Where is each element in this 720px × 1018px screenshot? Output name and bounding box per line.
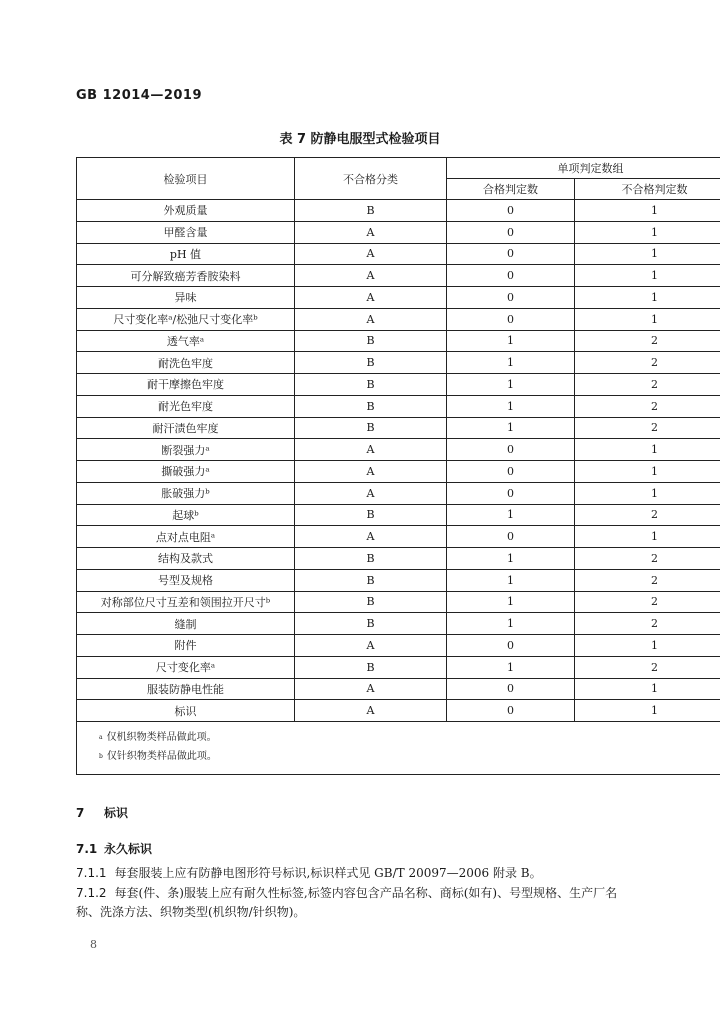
table-row	[77, 678, 720, 700]
cell-item: 结构及款式	[77, 548, 295, 570]
table-row	[77, 200, 720, 222]
table-title: 表 7 防静电服型式检验项目	[279, 132, 441, 147]
cell-pass: 1	[447, 591, 575, 613]
footnote-a	[99, 728, 720, 747]
cell-pass: 0	[447, 221, 575, 243]
clause-7-1-2	[76, 884, 636, 922]
cell-category: B	[295, 613, 447, 635]
cell-pass: 0	[447, 439, 575, 461]
cell-category: A	[295, 243, 447, 265]
cell-category: B	[295, 395, 447, 417]
cell-category: B	[295, 504, 447, 526]
cell-pass: 1	[447, 374, 575, 396]
cell-item: pH 值	[77, 243, 295, 265]
footnote-text: 仅针织物类样品做此项。	[106, 751, 217, 762]
cell-item: 点对点电阻ᵃ	[77, 526, 295, 548]
cell-category: B	[295, 591, 447, 613]
cell-fail: 2	[575, 613, 720, 635]
cell-item: 胀破强力ᵇ	[77, 482, 295, 504]
table-row	[77, 265, 720, 287]
cell-item: 附件	[77, 635, 295, 657]
cell-fail: 1	[575, 700, 720, 722]
cell-item: 尺寸变化率ᵃ/松弛尺寸变化率ᵇ	[77, 308, 295, 330]
cell-category: A	[295, 635, 447, 657]
table-row	[77, 504, 720, 526]
table-footnotes	[77, 722, 720, 775]
table-row	[77, 482, 720, 504]
cell-fail: 2	[575, 504, 720, 526]
cell-fail: 1	[575, 482, 720, 504]
cell-pass: 0	[447, 243, 575, 265]
cell-fail: 1	[575, 221, 720, 243]
cell-item: 服装防静电性能	[77, 678, 295, 700]
cell-item: 撕破强力ᵃ	[77, 461, 295, 483]
cell-item: 起球ᵇ	[77, 504, 295, 526]
clause-text: 每套(件、条)服装上应有耐久性标签,标签内容包含产品名称、商标(如有)、号型规格、生产厂名称、洗涤方法、织物类型(机织物/针织物)。	[76, 886, 618, 919]
cell-pass: 0	[447, 635, 575, 657]
table-row	[77, 374, 720, 396]
cell-fail: 2	[575, 374, 720, 396]
table-row	[77, 330, 720, 352]
cell-category: B	[295, 569, 447, 591]
cell-fail: 1	[575, 678, 720, 700]
cell-pass: 0	[447, 461, 575, 483]
cell-item: 耐洗色牢度	[77, 352, 295, 374]
table-row	[77, 352, 720, 374]
cell-item: 耐光色牢度	[77, 395, 295, 417]
cell-fail: 1	[575, 287, 720, 309]
cell-pass: 1	[447, 417, 575, 439]
cell-category: A	[295, 700, 447, 722]
cell-category: A	[295, 482, 447, 504]
footnote-b	[99, 747, 720, 766]
cell-fail: 2	[575, 569, 720, 591]
table-row	[77, 287, 720, 309]
table-row	[77, 656, 720, 678]
footnote-mark: b	[99, 753, 103, 760]
cell-fail: 1	[575, 526, 720, 548]
section-7-1-heading	[76, 840, 152, 857]
table-row	[77, 417, 720, 439]
cell-category: A	[295, 461, 447, 483]
cell-pass: 0	[447, 526, 575, 548]
cell-category: A	[295, 287, 447, 309]
cell-category: A	[295, 308, 447, 330]
section-number: 7.1	[76, 842, 98, 856]
cell-category: A	[295, 265, 447, 287]
cell-item: 异味	[77, 287, 295, 309]
header-category: 不合格分类	[295, 158, 447, 200]
table-row	[77, 548, 720, 570]
table-row	[77, 700, 720, 722]
header-pass: 合格判定数	[447, 179, 575, 200]
header-fail: 不合格判定数	[575, 179, 720, 200]
cell-item: 耐干摩擦色牢度	[77, 374, 295, 396]
cell-pass: 1	[447, 656, 575, 678]
table-row	[77, 569, 720, 591]
cell-pass: 1	[447, 548, 575, 570]
header-group: 单项判定数组	[447, 158, 720, 179]
clause-7-1-1	[76, 864, 636, 883]
standard-code: GB 12014—2019	[76, 88, 203, 103]
table-row	[77, 526, 720, 548]
cell-pass: 0	[447, 200, 575, 222]
clause-text: 每套服装上应有防静电图形符号标识,标识样式见 GB/T 20097—2006 附录 B。	[114, 866, 542, 880]
cell-category: A	[295, 526, 447, 548]
table-row	[77, 439, 720, 461]
cell-pass: 1	[447, 569, 575, 591]
cell-category: A	[295, 439, 447, 461]
cell-fail: 1	[575, 635, 720, 657]
table-row	[77, 308, 720, 330]
cell-fail: 2	[575, 330, 720, 352]
page-number: 8	[90, 938, 97, 951]
clause-number: 7.1.1	[76, 866, 107, 880]
cell-fail: 1	[575, 461, 720, 483]
cell-category: B	[295, 417, 447, 439]
cell-category: A	[295, 221, 447, 243]
cell-pass: 1	[447, 613, 575, 635]
cell-item: 耐汗渍色牢度	[77, 417, 295, 439]
table-row	[77, 395, 720, 417]
cell-category: A	[295, 678, 447, 700]
cell-pass: 0	[447, 287, 575, 309]
cell-fail: 1	[575, 200, 720, 222]
cell-pass: 0	[447, 678, 575, 700]
section-title: 永久标识	[104, 842, 153, 856]
cell-pass: 1	[447, 395, 575, 417]
cell-item: 外观质量	[77, 200, 295, 222]
footnote-mark: a	[99, 734, 103, 741]
cell-category: B	[295, 548, 447, 570]
cell-pass: 0	[447, 265, 575, 287]
table-body	[77, 200, 720, 722]
cell-fail: 2	[575, 548, 720, 570]
cell-pass: 1	[447, 352, 575, 374]
cell-pass: 0	[447, 700, 575, 722]
section-title: 标识	[104, 806, 129, 820]
footnote-text: 仅机织物类样品做此项。	[106, 732, 217, 743]
inspection-items-table	[76, 157, 720, 775]
table-row	[77, 635, 720, 657]
cell-category: B	[295, 352, 447, 374]
cell-pass: 0	[447, 308, 575, 330]
cell-fail: 2	[575, 352, 720, 374]
section-number: 7	[76, 806, 85, 820]
cell-category: B	[295, 374, 447, 396]
table-row	[77, 591, 720, 613]
table-row	[77, 613, 720, 635]
cell-fail: 2	[575, 417, 720, 439]
table-row	[77, 461, 720, 483]
cell-item: 缝制	[77, 613, 295, 635]
table-row	[77, 243, 720, 265]
cell-item: 透气率ᵃ	[77, 330, 295, 352]
cell-item: 尺寸变化率ᵃ	[77, 656, 295, 678]
cell-fail: 2	[575, 395, 720, 417]
cell-fail: 2	[575, 591, 720, 613]
cell-item: 甲醛含量	[77, 221, 295, 243]
cell-fail: 1	[575, 265, 720, 287]
table-row	[77, 221, 720, 243]
cell-category: B	[295, 330, 447, 352]
section-7-heading	[76, 804, 128, 821]
cell-pass: 0	[447, 482, 575, 504]
cell-item: 断裂强力ᵃ	[77, 439, 295, 461]
cell-item: 对称部位尺寸互差和领围拉开尺寸ᵇ	[77, 591, 295, 613]
clause-number: 7.1.2	[76, 886, 107, 900]
cell-pass: 1	[447, 330, 575, 352]
cell-fail: 1	[575, 439, 720, 461]
cell-item: 号型及规格	[77, 569, 295, 591]
cell-item: 可分解致癌芳香胺染料	[77, 265, 295, 287]
cell-fail: 2	[575, 656, 720, 678]
cell-category: B	[295, 200, 447, 222]
header-item: 检验项目	[77, 158, 295, 200]
cell-item: 标识	[77, 700, 295, 722]
cell-category: B	[295, 656, 447, 678]
cell-fail: 1	[575, 308, 720, 330]
cell-fail: 1	[575, 243, 720, 265]
cell-pass: 1	[447, 504, 575, 526]
